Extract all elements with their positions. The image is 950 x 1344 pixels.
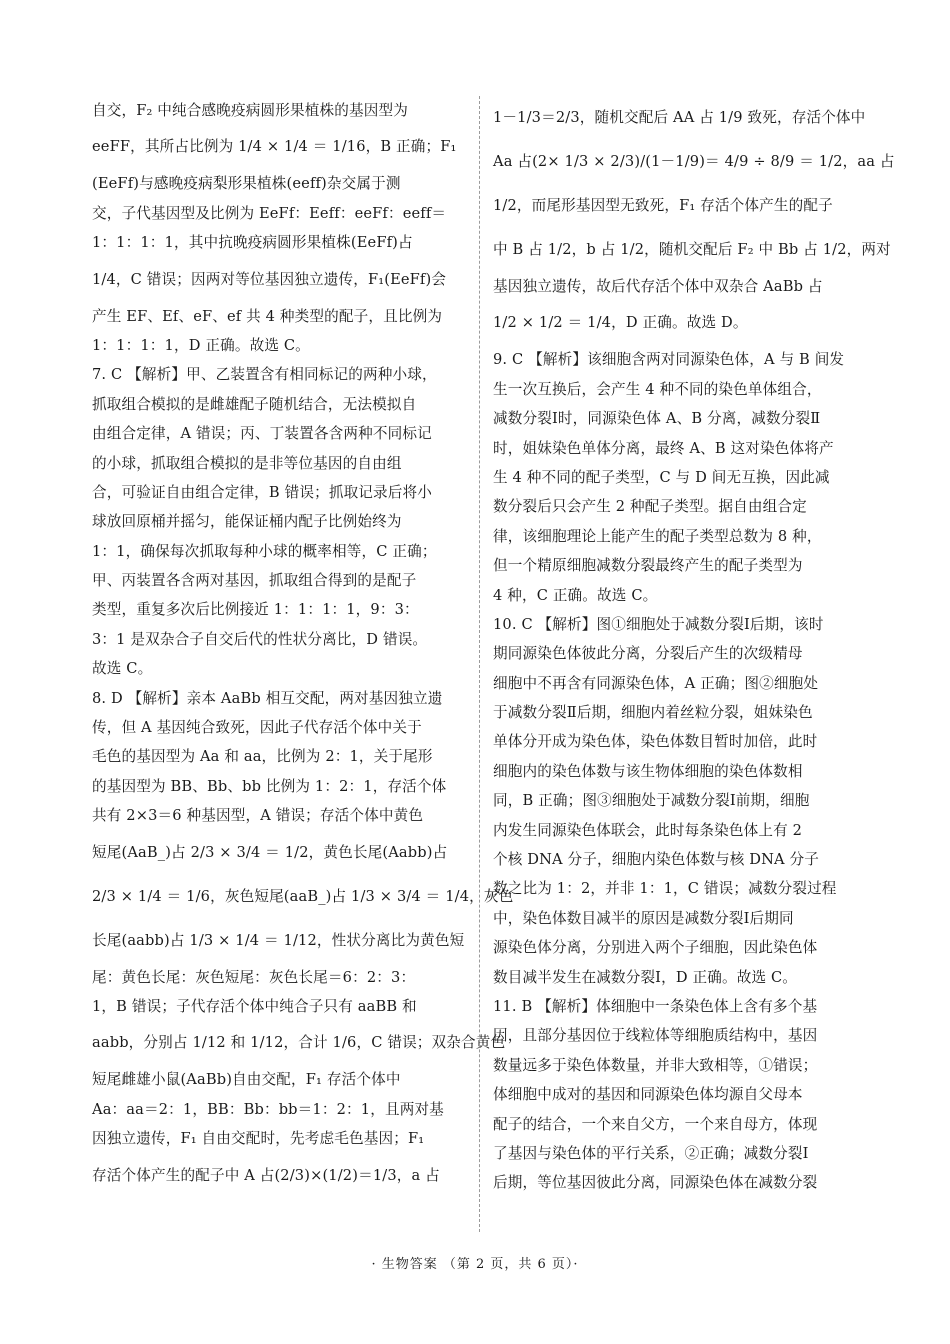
text-line: 于减数分裂Ⅱ后期，细胞内着丝粒分裂，姐妹染色 [493,704,813,722]
text-line: Aa：aa＝2：1，BB：Bb：bb＝1：2：1，且两对基 [92,1100,444,1118]
text-line: 但一个精原细胞减数分裂最终产生的配子类型为 [493,557,803,575]
text-line: 共有 2×3＝6 种基因型，A 错误；存活个体中黄色 [92,807,424,825]
text-line: (EeFf)与感晚疫病梨形果植株(eeff)杂交属于测 [92,175,401,193]
text-line: 9. C 【解析】该细胞含两对同源染色体，A 与 B 间发 [493,351,845,369]
text-line: 7. C 【解析】甲、乙装置含有相同标记的两种小球， [92,366,437,384]
text-line: Aa 占(2× 1/3 × 2/3)/(1－1/9)＝ 4/9 ÷ 8/9 ＝ 1/2，aa 占 [493,153,895,170]
text-line: 1/2 × 1/2 ＝ 1/4，D 正确。故选 D。 [493,314,748,332]
text-line: 中，染色体数目减半的原因是减数分裂Ⅰ后期同 [493,909,794,927]
text-line: 个核 DNA 分子，细胞内染色体数与核 DNA 分子 [493,851,819,869]
text-line: 细胞内的染色体数与该生物体细胞的染色体数相 [493,762,803,780]
text-line: aabb，分别占 1/12 和 1/12，合计 1/6，C 错误；双杂合黄色 [92,1034,506,1052]
text-line: 时，姐妹染色单体分离，最终 A、B 这对染色体将产 [493,439,834,457]
text-line: 1，B 错误；子代存活个体中纯合子只有 aaBB 和 [92,997,417,1015]
text-line: 1/2，而尾形基因型无致死，F₁ 存活个体产生的配子 [493,197,833,214]
text-line: 短尾雌雄小鼠(AaBb)自由交配，F₁ 存活个体中 [92,1071,401,1089]
text-line: 抓取组合模拟的是雌雄配子随机结合，无法模拟自 [92,395,417,413]
text-line: 交，子代基因型及比例为 EeFf：Eeff：eeFf：eeff＝ [92,204,447,222]
text-line: 配子的结合，一个来自父方，一个来自母方，体现 [493,1115,818,1133]
text-line: 合，可验证自由组合定律，B 错误；抓取记录后将小 [92,483,433,501]
text-line: 单体分开成为染色体，染色体数目暂时加倍，此时 [493,733,818,751]
text-line: 8. D 【解析】亲本 AaBb 相互交配，两对基因独立遗 [92,689,443,707]
text-line: 3：1 是双杂合子自交后代的性状分离比，D 错误。 [92,630,428,648]
column-divider [479,96,480,1232]
text-line: 中 B 占 1/2，b 占 1/2，随机交配后 F₂ 中 Bb 占 1/2，两对 [493,241,891,258]
text-line: 1/4，C 错误；因两对等位基因独立遗传，F₁(EeFf)会 [92,270,447,288]
text-line: 类型，重复多次后比例接近 1：1：1：1，9：3： [92,601,419,619]
text-line: 由组合定律，A 错误；丙、丁装置各含两种不同标记 [92,425,432,443]
text-line: 11. B 【解析】体细胞中一条染色体上含有多个基 [493,997,818,1015]
text-line: 因独立遗传，F₁ 自由交配时，先考虑毛色基因；F₁ [92,1130,425,1148]
left-column [92,96,514,1198]
text-line: 期同源染色体彼此分离，分裂后产生的次级精母 [493,645,803,663]
text-line: 甲、丙装置各含两对基因，抓取组合得到的是配子 [92,572,417,590]
text-line: 体细胞中成对的基因和同源染色体均源自父母本 [493,1086,803,1104]
text-line: 了基因与染色体的平行关系，②正确；减数分裂Ⅰ [493,1144,809,1162]
text-line: 数之比为 1：2，并非 1：1，C 错误；减数分裂过程 [493,880,837,898]
text-line: 短尾(AaB_)占 2/3 × 3/4 ＝ 1/2，黄色长尾(Aabb)占 [92,843,448,861]
text-line: 基因独立遗传，故后代存活个体中双杂合 AaBb 占 [493,278,823,295]
text-line: 1：1：1：1，D 正确。故选 C。 [92,336,310,354]
text-line: 1：1，确保每次抓取每种小球的概率相等，C 正确； [92,542,437,560]
text-line: 律，该细胞理论上能产生的配子类型总数为 8 种， [493,527,822,545]
text-line: 故选 C。 [92,660,153,678]
text-line: 4 种，C 正确。故选 C。 [493,586,658,604]
text-line: 生一次互换后，会产生 4 种不同的染色单体组合， [493,380,822,398]
text-line: 数量远多于染色体数量，并非大致相等，①错误； [493,1056,818,1074]
text-line: 自交，F₂ 中纯合感晚疫病圆形果植株的基因型为 [92,102,408,119]
text-line: 毛色的基因型为 Aa 和 aa，比例为 2：1，关于尾形 [92,748,433,766]
text-line: 长尾(aabb)占 1/3 × 1/4 ＝ 1/12，性状分离比为黄色短 [92,931,465,949]
text-line: 1：1：1：1，其中抗晚疫病圆形果植株(EeFf)占 [92,234,413,252]
text-line: 产生 EF、Ef、eF、ef 共 4 种类型的配子，且比例为 [92,307,443,325]
text-line: 生 4 种不同的配子类型，C 与 D 间无互换，因此减 [493,468,830,486]
text-line: 的小球，抓取组合模拟的是非等位基因的自由组 [92,454,402,472]
text-line: 同，B 正确；图③细胞处于减数分裂Ⅰ前期，细胞 [493,792,810,810]
text-line: 存活个体产生的配子中 A 占(2/3)×(1/2)＝1/3，a 占 [92,1166,440,1184]
text-line: 内发生同源染色体联会，此时每条染色体上有 2 [493,821,803,839]
text-line: eeFF，其所占比例为 1/4 × 1/4 ＝ 1/16，B 正确；F₁ [92,138,457,156]
text-line: 传，但 A 基因纯合致死，因此子代存活个体中关于 [92,719,422,737]
text-line: 的基因型为 BB、Bb、bb 比例为 1：2：1，存活个体 [92,777,447,795]
right-column [493,96,895,1198]
text-line: 2/3 × 1/4 ＝ 1/6，灰色短尾(aaB_)占 1/3 × 3/4 ＝ 1/4，灰色 [92,887,514,905]
text-line: 数分裂后只会产生 2 种配子类型。据自由组合定 [493,498,807,516]
text-line: 数目减半发生在减数分裂Ⅰ，D 正确。故选 C。 [493,968,798,986]
text-line: 减数分裂Ⅰ时，同源染色体 A、B 分离，减数分裂Ⅱ [493,410,821,428]
text-line: 球放回原桶并摇匀，能保证桶内配子比例始终为 [92,513,402,531]
text-line: 后期，等位基因彼此分离，同源染色体在减数分裂 [493,1174,818,1192]
text-line: 1－1/3＝2/3，随机交配后 AA 占 1/9 致死，存活个体中 [493,109,866,126]
text-line: 尾：黄色长尾：灰色短尾：灰色长尾＝6：2：3： [92,968,416,986]
text-line: 因，且部分基因位于线粒体等细胞质结构中，基因 [493,1027,818,1045]
text-line: 细胞中不再含有同源染色体，A 正确；图②细胞处 [493,674,819,692]
page-footer: · 生物答案 （第 2 页，共 6 页）· [371,1257,579,1272]
text-line: 10. C 【解析】图①细胞处于减数分裂Ⅰ后期，该时 [493,615,824,633]
text-line: 源染色体分离，分别进入两个子细胞，因此染色体 [493,939,818,957]
